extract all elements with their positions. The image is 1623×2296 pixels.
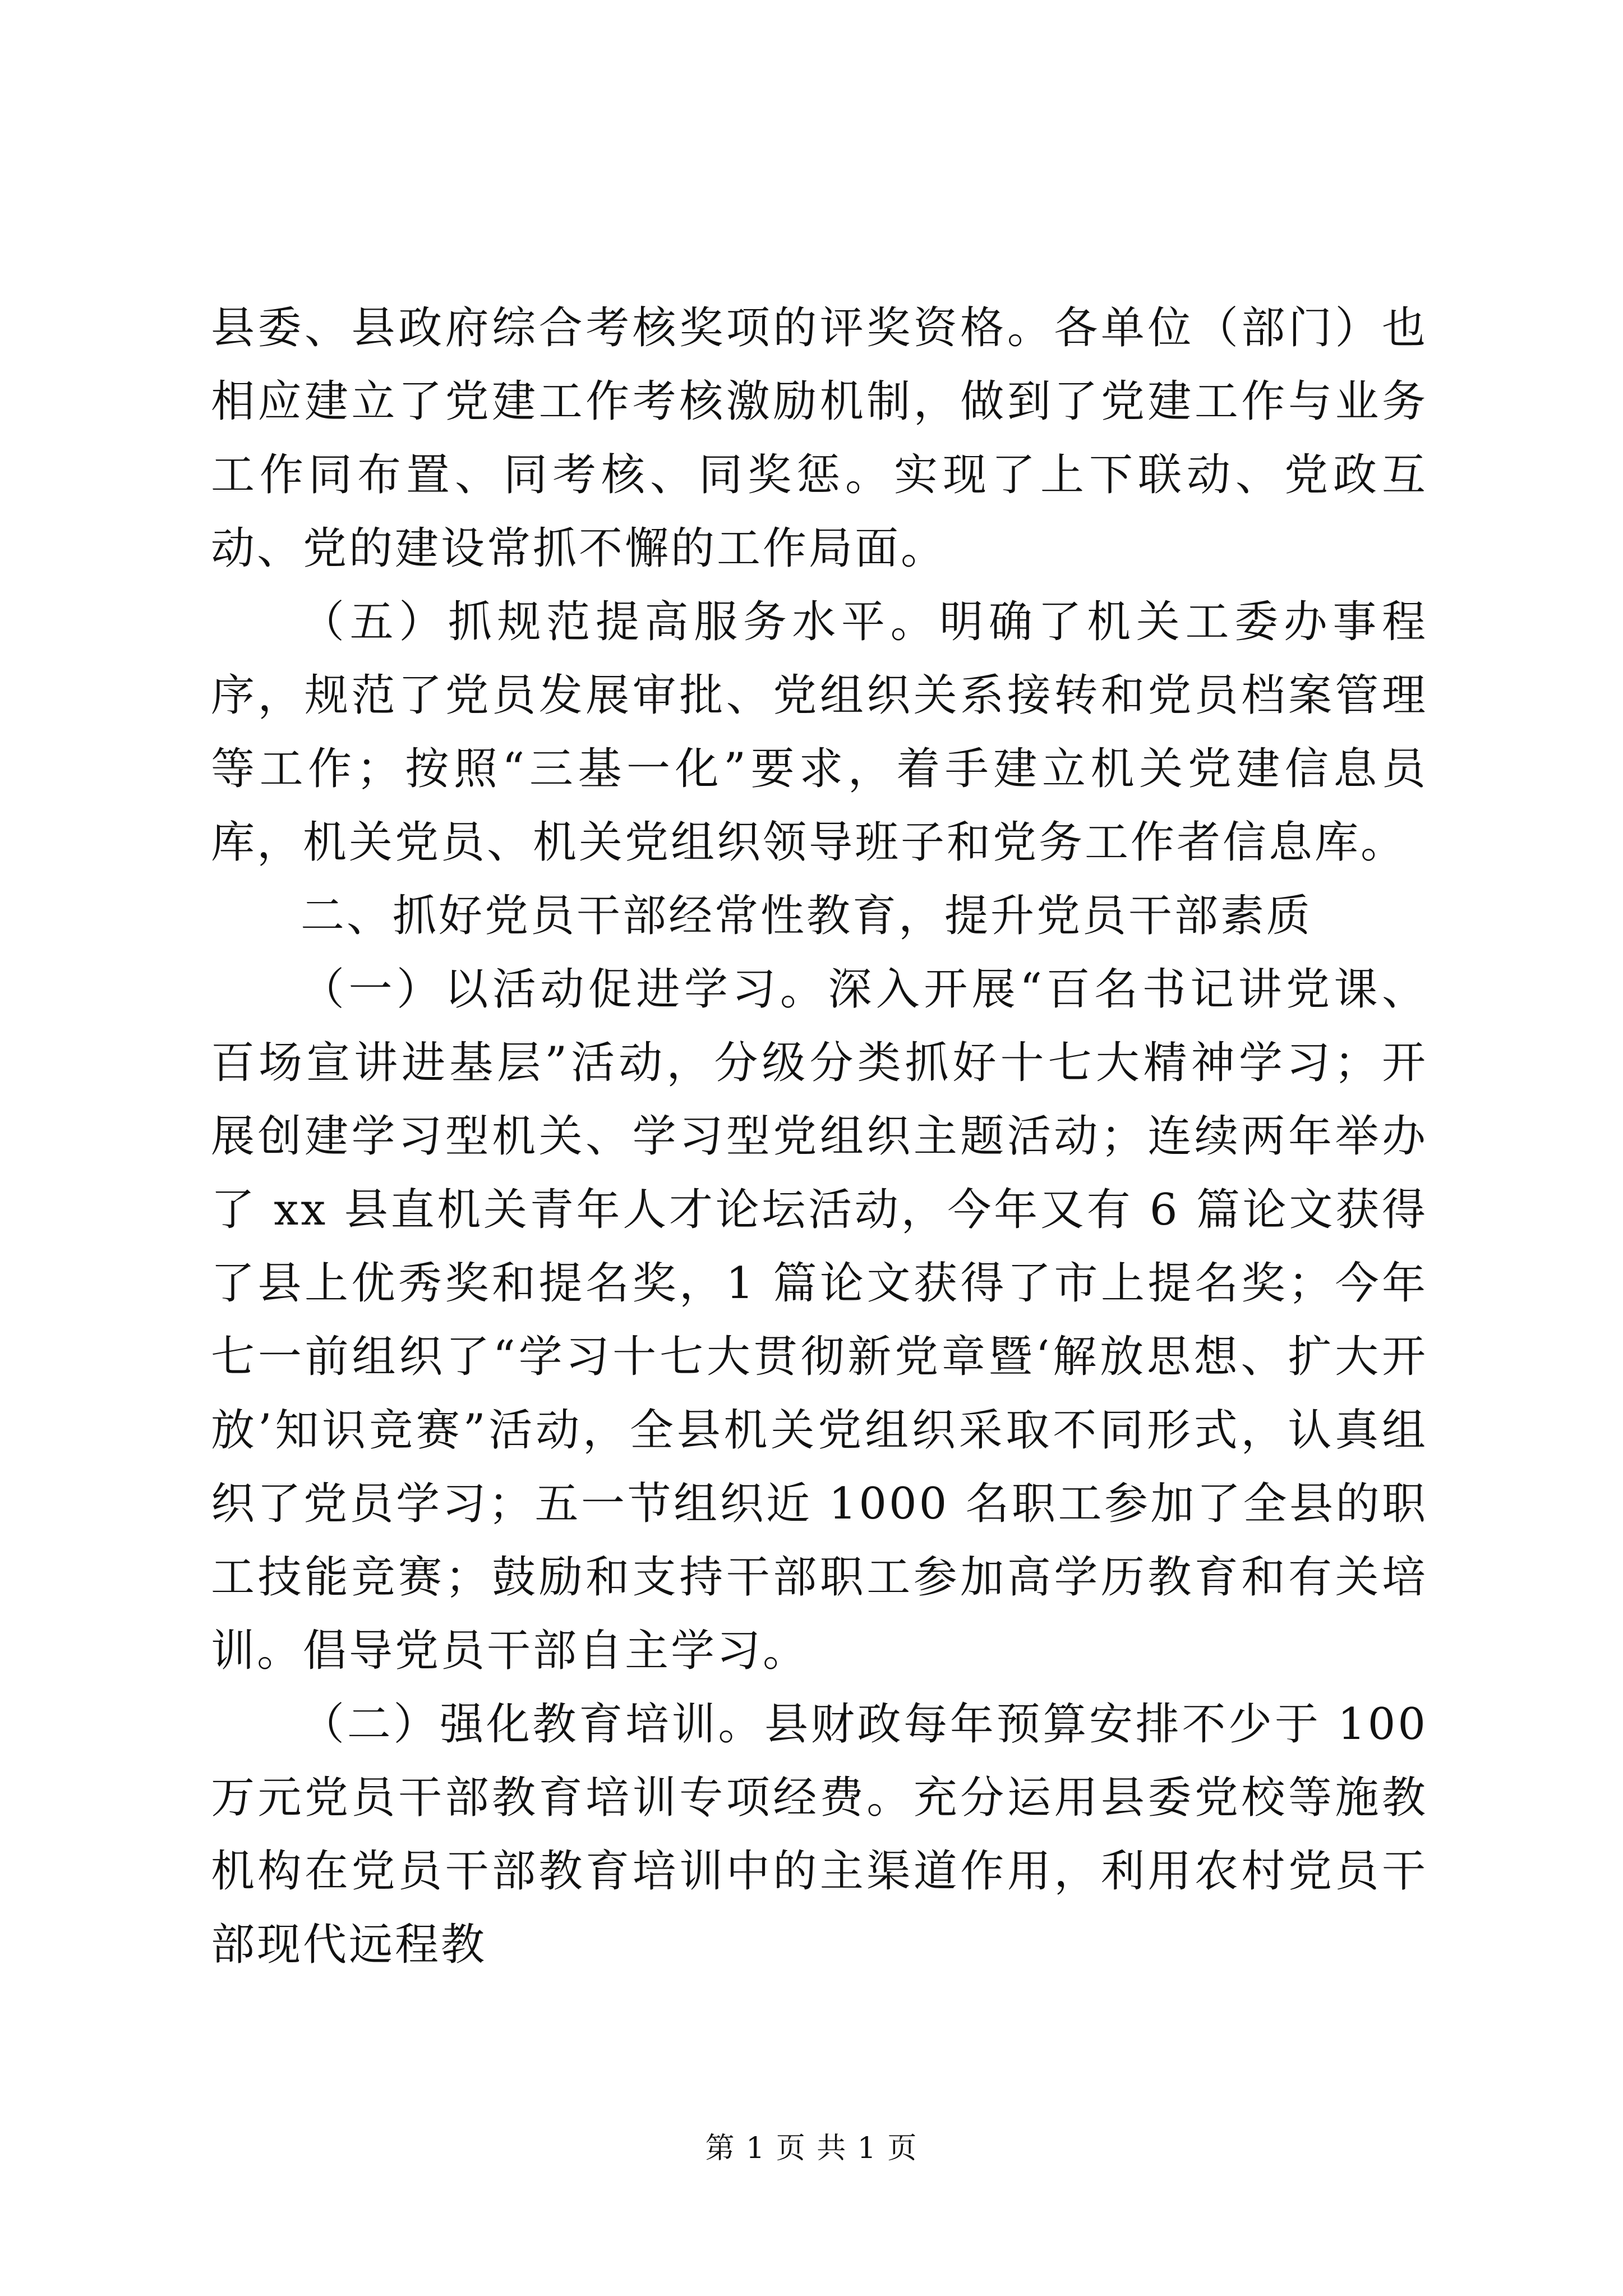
paragraph-subsection-one: （一）以活动促进学习。深入开展“百名书记讲党课、百场宣讲进基层”活动，分级分类抓好十七大精神学习；开展创建学习型机关、学习型党组织主题活动；连续两年举办了 xx 县直机关青年人才论坛活动，今年又有 6 篇论文获得了县上优秀奖和提名奖，1 篇论文获得了市上提名奖；今年七一前组织了“学习十七大贯彻新党章暨‘解放思想、扩大开放’知识竞赛”活动，全县机关党组织采取不同形式，认真组织了党员学习；五一节组织近 1000 名职工参加了全县的职工技能竞赛；鼓励和支持干部职工参加高学历教育和有关培训。倡导党员干部自主学习。 — [211, 964, 1428, 1676]
document-body — [211, 292, 1428, 1982]
section-heading-two: 二、抓好党员干部经常性教育，提升党员干部素质 — [301, 891, 1313, 941]
paragraph-continuation: 县委、县政府综合考核奖项的评奖资格。各单位（部门）也相应建立了党建工作考核激励机制，做到了党建工作与业务工作同布置、同考核、同奖惩。实现了上下联动、党政互动、党的建设常抓不懈的工作局面。 — [211, 303, 1428, 574]
paragraph-subsection-two: （二）强化教育培训。县财政每年预算安排不少于 100 万元党员干部教育培训专项经费。充分运用县委党校等施教机构在党员干部教育培训中的主渠道作用，利用农村党员干部现代远程教 — [211, 1699, 1428, 1970]
paragraph-section-five: （五）抓规范提高服务水平。明确了机关工委办事程序，规范了党员发展审批、党组织关系接转和党员档案管理等工作；按照“三基一化”要求，着手建立机关党建信息员库，机关党员、机关党组织领导班子和党务工作者信息库。 — [211, 597, 1428, 868]
page-footer: 第 1 页 共 1 页 — [705, 2132, 918, 2165]
